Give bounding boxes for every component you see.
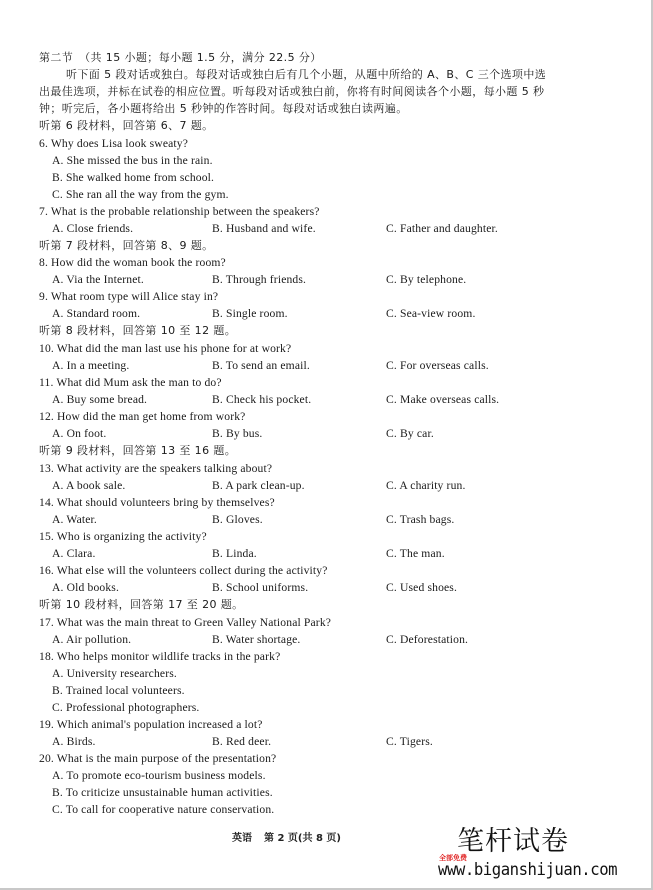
- question-13-option-c: C. A charity run.: [386, 479, 466, 492]
- question-19-option-b: B. Red deer.: [212, 735, 272, 748]
- question-6-option-c: C. She ran all the way from the gym.: [52, 188, 229, 201]
- question-14-option-b: B. Gloves.: [212, 513, 263, 526]
- question-11-stem: 11. What did Mum ask the man to do?: [39, 376, 222, 389]
- question-6-option-b: B. She walked home from school.: [52, 171, 215, 184]
- group-heading-7: 听第 7 段材料，回答第 8、9 题。: [39, 239, 214, 252]
- instruction-line-1: 听下面 5 段对话或独白。每段对话或独白后有几个小题，从题中所给的 A、B、C 三个选项中选: [66, 68, 547, 81]
- question-11-option-c: C. Make overseas calls.: [386, 393, 500, 406]
- question-14-stem: 14. What should volunteers bring by themselves?: [39, 496, 275, 509]
- question-13-option-a: A. A book sale.: [52, 479, 126, 492]
- instruction-line-3: 钟；听完后，各小题将给出 5 秒钟的作答时间。每段对话或独白读两遍。: [39, 102, 408, 115]
- question-15-stem: 15. Who is organizing the activity?: [39, 530, 207, 543]
- question-18-option-b: B. Trained local volunteers.: [52, 684, 185, 697]
- question-12-option-a: A. On foot.: [52, 427, 107, 440]
- question-19-option-c: C. Tigers.: [386, 735, 433, 748]
- question-10-option-b: B. To send an email.: [212, 359, 310, 372]
- question-7-option-b: B. Husband and wife.: [212, 222, 316, 235]
- question-11-option-a: A. Buy some bread.: [52, 393, 148, 406]
- question-11-option-b: B. Check his pocket.: [212, 393, 312, 406]
- question-15-option-c: C. The man.: [386, 547, 445, 560]
- question-12-stem: 12. How did the man get home from work?: [39, 410, 246, 423]
- instruction-line-2: 出最佳选项，并标在试卷的相应位置。听每段对话或独白前，你将有时间阅读各个小题，每小题 5 秒: [39, 85, 545, 98]
- question-12-option-c: C. By car.: [386, 427, 434, 440]
- question-16-option-b: B. School uniforms.: [212, 581, 309, 594]
- question-17-option-b: B. Water shortage.: [212, 633, 301, 646]
- question-9-stem: 9. What room type will Alice stay in?: [39, 290, 219, 303]
- question-13-stem: 13. What activity are the speakers talking about?: [39, 462, 273, 475]
- question-16-stem: 16. What else will the volunteers collect during the activity?: [39, 564, 328, 577]
- watermark-url: www.biganshijuan.com: [438, 860, 618, 880]
- question-20-option-a: A. To promote eco-tourism business models.: [52, 769, 266, 782]
- footer-subject: 英语: [232, 833, 252, 844]
- question-9-option-c: C. Sea-view room.: [386, 307, 476, 320]
- question-10-option-c: C. For overseas calls.: [386, 359, 489, 372]
- question-18-option-a: A. University researchers.: [52, 667, 177, 680]
- question-10-option-a: A. In a meeting.: [52, 359, 130, 372]
- question-17-stem: 17. What was the main threat to Green Valley National Park?: [39, 616, 332, 629]
- question-15-option-a: A. Clara.: [52, 547, 96, 560]
- question-8-option-b: B. Through friends.: [212, 273, 307, 286]
- question-6-option-a: A. She missed the bus in the rain.: [52, 154, 213, 167]
- question-19-stem: 19. Which animal's population increased a lot?: [39, 718, 263, 731]
- group-heading-8: 听第 8 段材料，回答第 10 至 12 题。: [39, 324, 237, 337]
- question-9-option-b: B. Single room.: [212, 307, 288, 320]
- question-16-option-c: C. Used shoes.: [386, 581, 458, 594]
- question-14-option-a: A. Water.: [52, 513, 97, 526]
- page-footer: [232, 829, 341, 844]
- question-15-option-b: B. Linda.: [212, 547, 257, 560]
- question-9-option-a: A. Standard room.: [52, 307, 141, 320]
- question-12-option-b: B. By bus.: [212, 427, 263, 440]
- question-16-option-a: A. Old books.: [52, 581, 120, 594]
- group-heading-6: 听第 6 段材料，回答第 6、7 题。: [39, 119, 214, 132]
- question-14-option-c: C. Trash bags.: [386, 513, 455, 526]
- question-8-option-a: A. Via the Internet.: [52, 273, 144, 286]
- question-7-option-a: A. Close friends.: [52, 222, 134, 235]
- question-17-option-c: C. Deforestation.: [386, 633, 469, 646]
- section-title: 第二节 （共 15 小题；每小题 1.5 分，满分 22.5 分）: [39, 51, 322, 64]
- question-13-option-b: B. A park clean-up.: [212, 479, 305, 492]
- question-18-option-c: C. Professional photographers.: [52, 701, 200, 714]
- footer-page-info: 第 2 页(共 8 页): [264, 833, 341, 844]
- question-20-stem: 20. What is the main purpose of the presentation?: [39, 752, 277, 765]
- question-20-option-b: B. To criticize unsustainable human activities.: [52, 786, 273, 799]
- question-20-option-c: C. To call for cooperative nature conservation.: [52, 803, 275, 816]
- group-heading-9: 听第 9 段材料，回答第 13 至 16 题。: [39, 444, 237, 457]
- watermark-tag: 全部免费: [439, 854, 467, 862]
- question-7-option-c: C. Father and daughter.: [386, 222, 498, 235]
- question-18-stem: 18. Who helps monitor wildlife tracks in the park?: [39, 650, 281, 663]
- question-7-stem: 7. What is the probable relationship between the speakers?: [39, 205, 320, 218]
- question-10-stem: 10. What did the man last use his phone for at work?: [39, 342, 292, 355]
- question-6-stem: 6. Why does Lisa look sweaty?: [39, 137, 189, 150]
- group-heading-10: 听第 10 段材料，回答第 17 至 20 题。: [39, 598, 244, 611]
- question-8-option-c: C. By telephone.: [386, 273, 467, 286]
- question-8-stem: 8. How did the woman book the room?: [39, 256, 226, 269]
- question-17-option-a: A. Air pollution.: [52, 633, 132, 646]
- question-19-option-a: A. Birds.: [52, 735, 96, 748]
- watermark-title: 笔杆试卷: [457, 826, 569, 857]
